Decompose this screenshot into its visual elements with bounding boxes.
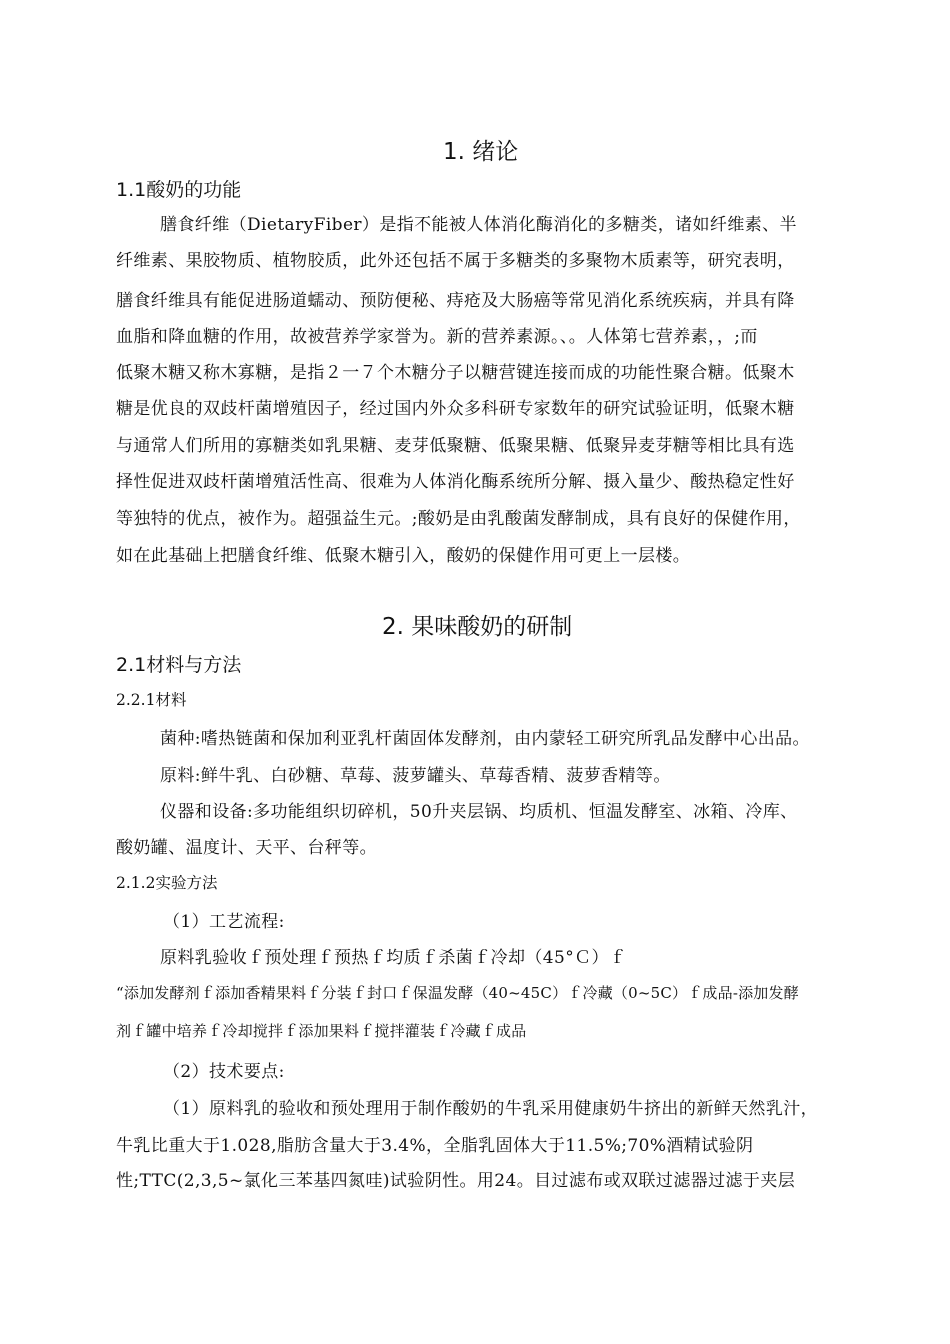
materials-line: 酸奶罐、温度计、天平、台秤等。 <box>116 838 377 858</box>
materials-line: 菌种:嗜热链菌和保加利亚乳杆菌固体发酵剂，由内蒙轻工研究所乳品发酵中心出品。 <box>160 729 810 749</box>
section-1-title: 1. 绪论 <box>443 139 519 165</box>
paragraph-line: 低聚木糖又称木寡糖，是指２一７个木糖分子以糖营键连接而成的功能性聚合糖。低聚木 <box>116 363 795 383</box>
subsection-1-1-title: 1.1酸奶的功能 <box>116 179 242 201</box>
paragraph-line: 如在此基础上把膳食纤维、低聚木糖引入，酸奶的保健作用可更上一层楼。 <box>116 546 691 566</box>
subsection-methods-title: 2.1.2实验方法 <box>116 874 218 892</box>
process-flow-line: 剂ｆ罐中培养ｆ冷却搅拌ｆ添加果料ｆ搅拌灌装ｆ冷藏ｆ成品 <box>116 1022 527 1040</box>
tech-line: 性;TTC(2,3,5~氯化三苯基四氮哇)试验阴性。用24。目过滤布或双联过滤器过滤于夹层 <box>116 1171 796 1191</box>
tech-line: （1）原料乳的验收和预处理用于制作酸奶的牛乳采用健康奶牛挤出的新鲜天然乳汁， <box>163 1099 819 1119</box>
paragraph-line: 等独特的优点，被作为。超强益生元。;酸奶是由乳酸菌发酵制成，具有良好的保健作用， <box>116 509 801 529</box>
paragraph-line: 择性促进双歧杆菌增殖活性高、很难为人体消化酶系统所分解、摄入量少、酸热稳定性好 <box>116 472 795 492</box>
materials-line: 仪器和设备:多功能组织切碎机，50升夹层锅、均质机、恒温发酵室、冰箱、冷库、 <box>160 802 798 822</box>
paragraph-line: 糖是优良的双歧杆菌增殖因子，经过国内外众多科研专家数年的研究试验证明，低聚木糖 <box>116 399 795 419</box>
paragraph-line: 纤维素、果胶物质、植物胶质，此外还包括不属于多糖类的多聚物木质素等，研究表明， <box>116 251 795 271</box>
subsection-materials-title: 2.2.1材料 <box>116 691 187 709</box>
tech-label: （2）技术要点: <box>163 1062 285 1082</box>
subsection-2-1-title: 2.1材料与方法 <box>116 654 242 676</box>
process-label: （1）工艺流程: <box>163 912 285 932</box>
paragraph-line: 与通常人们所用的寡糖类如乳果糖、麦芽低聚糖、低聚果糖、低聚异麦芽糖等相比具有选 <box>116 436 795 456</box>
materials-line: 原料:鲜牛乳、白砂糖、草莓、菠萝罐头、草莓香精、菠萝香精等。 <box>160 766 671 786</box>
process-flow-line: 原料乳验收ｆ预处理ｆ预热ｆ均质ｆ杀菌ｆ冷却（45°Ｃ）ｆ <box>160 948 627 968</box>
process-flow-line: “添加发酵剂ｆ添加香精果料ｆ分装ｆ封口ｆ保温发酵（40~45C）ｆ冷藏（0~5C）ｆ成品-添加发酵 <box>116 984 799 1002</box>
paragraph-line: 血脂和降血糖的作用，故被营养学家誉为。新的营养素源。、。人体第七营养素，，;而 <box>116 327 758 347</box>
paragraph-line: 膳食纤维具有能促进肠道蠕动、预防便秘、痔疮及大肠癌等常见消化系统疾病，并具有降 <box>116 291 795 311</box>
section-2-title: 2. 果味酸奶的研制 <box>382 614 573 640</box>
tech-line: 牛乳比重大于1.028,脂肪含量大于3.4%，全脂乳固体大于11.5%;70%酒精试验阴 <box>116 1136 754 1156</box>
paragraph-line: 膳食纤维（DietaryFiber）是指不能被人体消化酶消化的多糖类，诸如纤维素、半 <box>160 215 797 235</box>
